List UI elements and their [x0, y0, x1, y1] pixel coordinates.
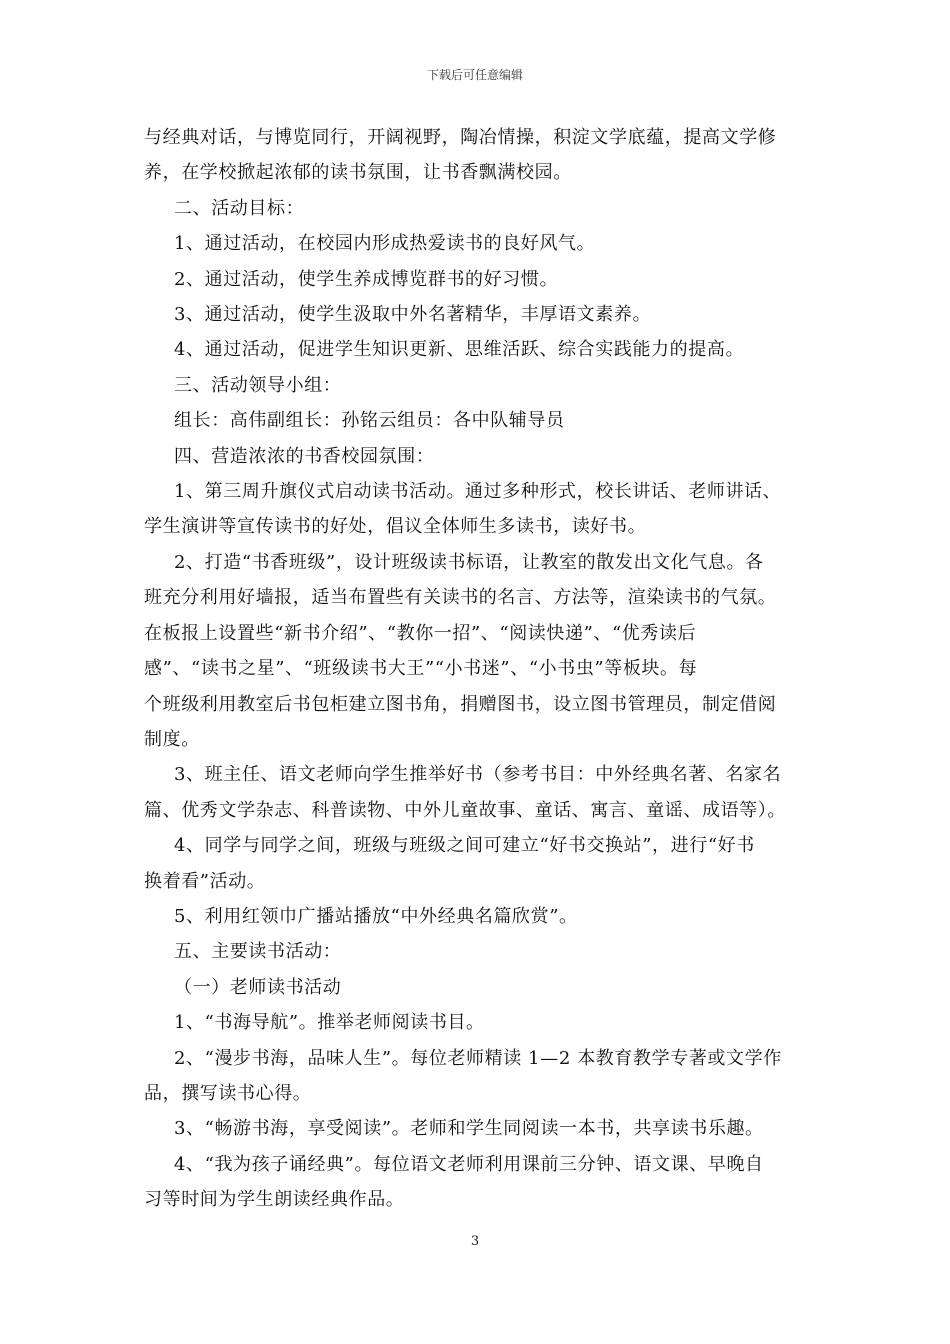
paragraph-line: 习等时间为学生朗读经典作品。: [144, 1189, 405, 1211]
paragraph-line: 制度。: [144, 728, 200, 750]
list-item: 5、利用红领巾广播站播放“中外经典名篇欣赏”。: [174, 905, 578, 927]
paragraph-line: 篇、优秀文学杂志、科普读物、中外儿童故事、童话、寓言、童谣、成语等）。: [144, 799, 786, 821]
list-item: 1、第三周升旗仪式启动读书活动。通过多种形式，校长讲话、老师讲话、: [174, 481, 782, 503]
list-item: 4、“我为孩子诵经典”。每位语文老师利用课前三分钟、语文课、早晚自: [174, 1153, 764, 1175]
section-heading: 四、营造浓浓的书香校园氛围：: [174, 445, 435, 467]
page-number: 3: [470, 1234, 480, 1249]
list-item: 4、同学与同学之间，班级与班级之间可建立“好书交换站”，进行“好书: [174, 835, 755, 857]
section-heading: 二、活动目标：: [174, 197, 305, 219]
paragraph-line: 班充分利用好墙报，适当布置些有关读书的名言、方法等，渲染读书的气氛。: [144, 587, 777, 609]
page-header: 下载后可任意编辑: [426, 68, 523, 82]
paragraph-line: 品，撰写读书心得。: [144, 1082, 312, 1104]
paragraph-line: 个班级利用教室后书包柜建立图书角，捐赠图书，设立图书管理员，制定借阅: [144, 693, 777, 715]
document-body: [144, 120, 812, 1218]
list-item: 3、通过活动，使学生汲取中外名著精华，丰厚语文素养。: [174, 304, 652, 326]
paragraph-line: 与经典对话，与博览同行，开阔视野，陶冶情操，积淀文学底蕴，提高文学修: [144, 127, 777, 148]
list-item: 1、通过活动，在校园内形成热爱读书的良好风气。: [174, 233, 596, 255]
paragraph-line: 养，在学校掀起浓郁的读书氛围，让书香飘满校园。: [144, 162, 572, 184]
section-heading: 五、主要读书活动：: [174, 941, 342, 963]
list-item: 2、“漫步书海，品味人生”。每位老师精读 1—2 本教育教学专著或文学作: [174, 1047, 782, 1069]
list-item: 3、班主任、语文老师向学生推举好书（参考书目：中外经典名著、名家名: [174, 764, 782, 786]
list-item: 4、通过活动，促进学生知识更新、思维活跃、综合实践能力的提高。: [174, 339, 745, 361]
paragraph-line: 在板报上设置些“新书介绍”、“教你一招”、“阅读快递”、“优秀读后: [144, 622, 697, 644]
section-heading: 三、活动领导小组：: [174, 374, 342, 396]
list-item: 1、“书海导航”。推举老师阅读书目。: [174, 1012, 485, 1034]
subsection-heading: （一）老师读书活动: [174, 976, 342, 998]
list-item: 2、通过活动，使学生养成博览群书的好习惯。: [174, 268, 559, 290]
list-item: 3、“畅游书海，享受阅读”。老师和学生同阅读一本书，共享读书乐趣。: [174, 1118, 764, 1140]
list-item: 2、打造“书香班级”，设计班级读书标语，让教室的散发出文化气息。各: [174, 551, 764, 573]
paragraph-line: 换着看”活动。: [144, 870, 266, 892]
paragraph-line: 组长：高伟副组长：孙铭云组员：各中队辅导员: [174, 410, 565, 432]
paragraph-line: 学生演讲等宣传读书的好处，倡议全体师生多读书，读好书。: [144, 516, 647, 538]
paragraph-line: 感”、“读书之星”、“班级读书大王”“小书迷”、“小书虫”等板块。每: [144, 658, 698, 680]
